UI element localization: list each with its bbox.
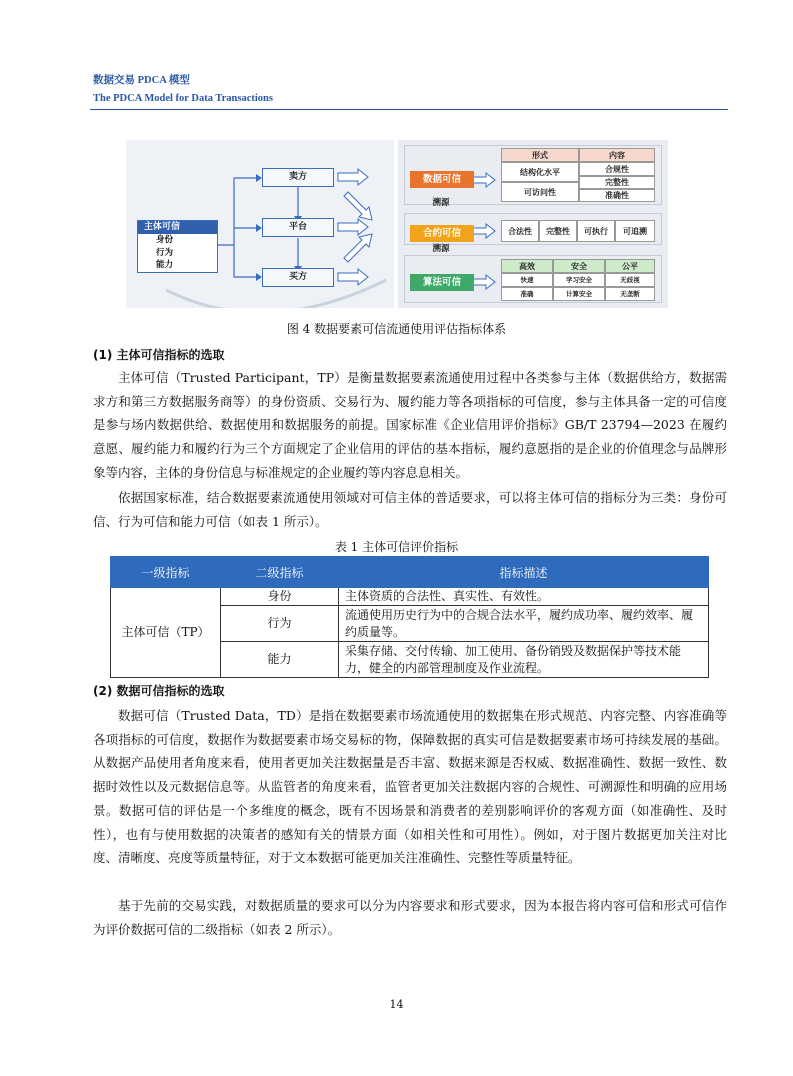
algo-col-secure: 安全	[553, 259, 605, 273]
algo-item-learn-safe: 学习安全	[553, 273, 605, 287]
data-col-form: 形式	[501, 148, 579, 162]
algo-item-fast: 快速	[501, 273, 553, 287]
section1-para1: 主体可信（Trusted Participant，TP）是衡量数据要素流通使用过程中各类参与主体（数据供给方，数据需求方和第三方数据服务商等）的身份资质、交易行为、履约能力等各项指标的可信度，参与主体具备一定的可信度是参与场内数据供给、数据使用和数据服务的前提。国家标准《企业信用评价指标》GB/T 23794—2023 在履约意愿、履约能力和履约行为三个方面规定了企业信用的评估的基本指标，履约意愿指的是企业的价值理念与品牌形象等内容，主体的身份信息与标准规定的企业履约等内容息息相关。	[93, 370, 727, 480]
running-header-en: The PDCA Model for Data Transactions	[93, 93, 273, 104]
role-seller: 卖方	[262, 168, 334, 187]
section2-para2: 基于先前的交易实践，对数据质量的要求可以分为内容要求和形式要求，因为本报告将内容可信和形式可信作为评价数据可信的二级指标（如表 2 所示）。	[93, 898, 727, 937]
data-col-content: 内容	[579, 148, 655, 162]
participant-item-behavior: 行为	[156, 247, 174, 258]
header-rule	[90, 109, 728, 110]
figure-4	[126, 140, 668, 308]
table1-level2-behavior: 行为	[221, 606, 339, 642]
algo-trust-box: 算法可信	[410, 274, 474, 291]
role-platform: 平台	[262, 218, 334, 237]
algo-col-efficient: 高效	[501, 259, 553, 273]
trace-label-2: 溯源	[432, 244, 450, 254]
section1-para2: 依据国家标准，结合数据要素流通使用领域对可信主体的普适要求，可以将主体可信的指标分为三类：身份可信、行为可信和能力可信（如表 1 所示）。	[93, 490, 727, 529]
table1-header-level2: 二级指标	[221, 557, 339, 588]
page-number: 14	[389, 998, 404, 1011]
table1-desc-ability: 采集存储、交付传输、加工使用、备份销毁及数据保护等技术能力，健全的内部管理制度及作业流程。	[339, 642, 709, 678]
table1-desc-identity: 主体资质的合法性、真实性、有效性。	[339, 588, 709, 606]
section1-heading: (1) 主体可信指标的选取	[93, 348, 225, 362]
algo-col-fair: 公平	[605, 259, 655, 273]
table1-desc-behavior: 流通使用历史行为中的合规合法水平，履约成功率、履约效率、履约质量等。	[339, 606, 709, 642]
algo-item-no-monopoly: 无垄断	[605, 287, 655, 301]
role-buyer: 买方	[262, 268, 334, 287]
contract-item-legality: 合法性	[501, 220, 539, 242]
participant-item-ability: 能力	[156, 260, 174, 270]
content-item-compliance: 合规性	[579, 162, 655, 176]
table1-header-level1: 一级指标	[111, 557, 221, 588]
contract-trust-box: 合约可信	[410, 225, 474, 242]
form-item-structure: 结构化水平	[501, 162, 579, 182]
content-item-integrity: 完整性	[579, 176, 655, 189]
section2-para1: 数据可信（Trusted Data，TD）是指在数据要素市场流通使用的数据集在形式规范、内容完整、内容准确等各项指标的可信度，数据作为数据要素市场交易标的物，保障数据的真实可信是数据要素市场可持续发展的基础。从数据产品使用者角度来看，使用者更加关注数据量是否丰富、数据来源是否权威、数据准确性、数据一致性、数据时效性以及元数据信息等。从监管者的角度来看，监管者更加关注数据内容的合规性、可溯源性和明确的应用场景。数据可信的评估是一个多维度的概念，既有不因场景和消费者的差别影响评价的客观方面（如准确性、及时性），也有与使用数据的决策者的感知有关的情景方面（如相关性和可用性）。例如，对于图片数据更加关注对比度、清晰度、亮度等质量特征，对于文本数据可能更加关注准确性、完整性等质量特征。	[93, 708, 727, 866]
participant-item-identity: 身份	[156, 235, 174, 245]
table1-header-desc: 指标描述	[339, 557, 709, 588]
contract-item-integrity: 完整性	[539, 220, 577, 242]
contract-item-executable: 可执行	[577, 220, 615, 242]
algo-item-accurate: 准确	[501, 287, 553, 301]
running-header-cn: 数据交易 PDCA 模型	[93, 75, 190, 86]
algo-item-no-discrimination: 无歧视	[605, 273, 655, 287]
table1-level1-cell: 主体可信（TP）	[111, 588, 221, 678]
content-item-accuracy: 准确性	[579, 189, 655, 202]
participant-title: 主体可信	[138, 221, 217, 234]
figure-caption: 图 4 数据要素可信流通使用评估指标体系	[286, 322, 507, 336]
section2-heading: (2) 数据可信指标的选取	[93, 684, 225, 698]
data-trust-box: 数据可信	[410, 171, 474, 188]
table1-level2-identity: 身份	[221, 588, 339, 606]
algo-item-compute-safe: 计算安全	[553, 287, 605, 301]
participant-box	[137, 220, 218, 273]
table1-caption: 表 1 主体可信评价指标	[334, 540, 459, 554]
trace-label-1: 溯源	[432, 198, 450, 208]
trust-layers	[398, 140, 668, 308]
table1-level2-ability: 能力	[221, 642, 339, 678]
contract-item-traceable: 可追溯	[615, 220, 655, 242]
table1	[110, 556, 709, 678]
form-item-access: 可访问性	[501, 182, 579, 202]
